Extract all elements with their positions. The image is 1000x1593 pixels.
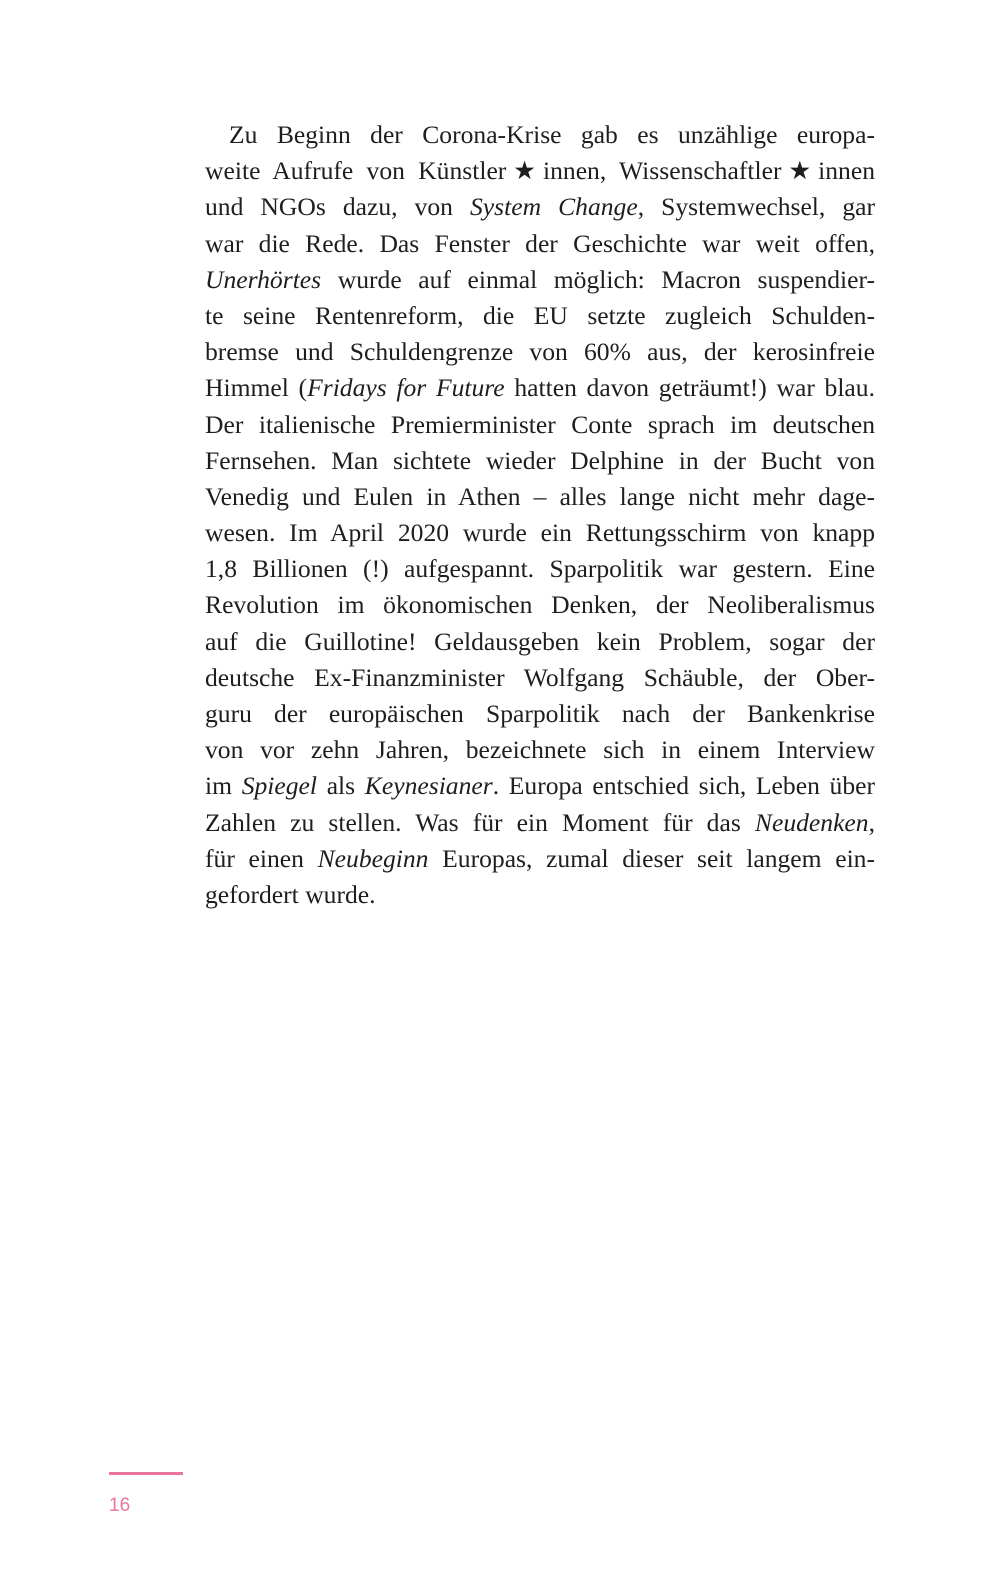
text-segment: 1,8 Billionen (!) aufgespannt. Sparpolitik war gestern. Eine — [205, 554, 875, 584]
text-line — [205, 226, 875, 262]
body-paragraph — [205, 117, 875, 913]
text-line — [205, 117, 875, 153]
text-segment: Revolution im ökonomischen Denken, der Neoliberalismus — [205, 590, 875, 620]
text-line — [205, 407, 875, 443]
text-segment: war die Rede. Das Fenster der Geschichte war weit offen, — [205, 228, 875, 258]
text-line — [205, 370, 875, 406]
text-segment: . Europa entschied sich, Leben über — [492, 771, 876, 801]
italic-phrase: Fridays for Future — [307, 373, 505, 403]
text-segment: deutsche Ex-Finanzminister Wolfgang Schäuble, der Ober- — [205, 662, 875, 692]
text-line — [205, 153, 875, 189]
text-segment: hatten davon geträumt!) war blau. — [504, 373, 875, 403]
text-line — [205, 624, 875, 660]
text-segment: Europas, zumal dieser seit langem ein- — [428, 843, 875, 873]
text-line — [205, 696, 875, 732]
text-segment: von vor zehn Jahren, bezeichnete sich in einem Interview — [205, 735, 875, 765]
text-segment: bremse und Schuldengrenze von 60% aus, der kerosinfreie — [205, 337, 875, 367]
text-segment: Fernsehen. Man sichtete wieder Delphine in der Bucht von — [205, 445, 875, 475]
italic-phrase: Neubeginn — [317, 843, 429, 873]
text-line — [205, 768, 875, 804]
text-line — [205, 334, 875, 370]
italic-phrase: Keynesianer — [364, 771, 493, 801]
text-segment: Himmel ( — [205, 373, 308, 403]
page-number: 16 — [109, 1495, 131, 1516]
text-segment: Der italienische Premierminister Conte sprach im deutschen — [205, 409, 875, 439]
text-line — [205, 805, 875, 841]
text-segment: Zu Beginn der Corona-Krise gab es unzählige europa- — [229, 120, 875, 149]
text-segment: weite Aufrufe von Künstler★innen, Wissenschaftler★innen — [205, 156, 875, 186]
italic-phrase: Spiegel — [241, 771, 318, 801]
text-line — [205, 841, 875, 877]
text-line — [205, 298, 875, 334]
footer-rule — [109, 1472, 183, 1475]
text-segment: für einen — [205, 843, 318, 873]
text-line — [205, 660, 875, 696]
text-segment: im — [205, 771, 242, 801]
text-segment: , Systemwechsel, gar — [637, 192, 876, 222]
text-segment: , — [868, 807, 875, 837]
italic-phrase: System Change — [469, 192, 638, 222]
text-segment: wesen. Im April 2020 wurde ein Rettungsschirm von knapp — [205, 518, 875, 548]
text-line — [205, 587, 875, 623]
italic-phrase: Unerhörtes — [205, 264, 322, 294]
text-line — [205, 551, 875, 587]
text-line — [205, 479, 875, 515]
text-segment: Zahlen zu stellen. Was für ein Moment für das — [205, 807, 755, 837]
text-segment: guru der europäischen Sparpolitik nach der Bankenkrise — [205, 699, 875, 728]
text-segment: und NGOs dazu, von — [205, 192, 470, 222]
text-segment: gefordert wurde. — [205, 879, 376, 909]
text-segment: Venedig und Eulen in Athen – alles lange nicht mehr dage- — [205, 481, 875, 511]
italic-phrase: Neudenken — [754, 807, 869, 837]
text-line — [205, 443, 875, 479]
text-segment: wurde auf einmal möglich: Macron suspendier- — [321, 264, 875, 294]
text-line — [205, 262, 875, 298]
text-segment: als — [317, 771, 365, 801]
text-segment: te seine Rentenreform, die EU setzte zugleich Schulden- — [205, 300, 875, 330]
text-line — [205, 877, 875, 913]
text-line — [205, 732, 875, 768]
text-line — [205, 189, 875, 225]
text-line — [205, 515, 875, 551]
text-segment: auf die Guillotine! Geldausgeben kein Problem, sogar der — [205, 626, 875, 656]
